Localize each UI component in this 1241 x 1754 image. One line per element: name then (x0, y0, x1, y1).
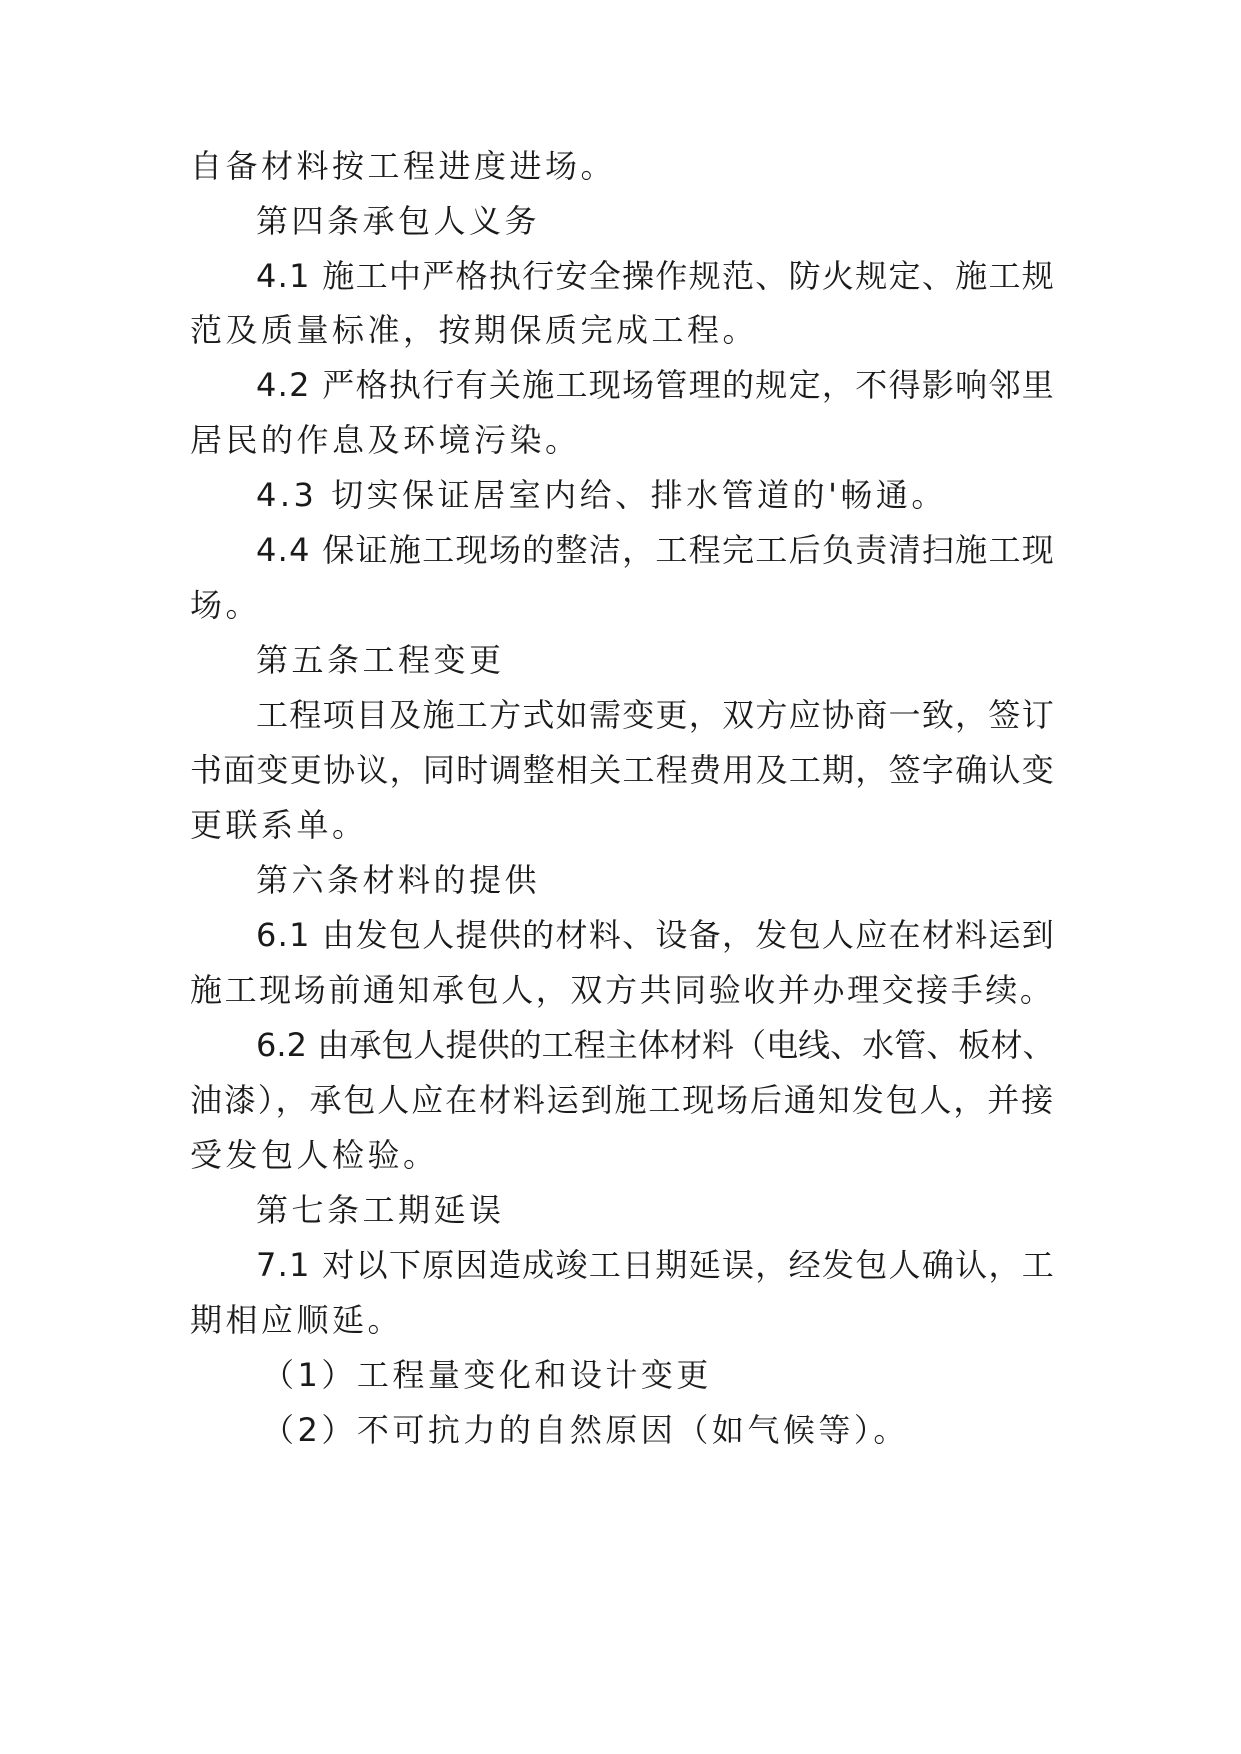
clause-text-line: 6.2 由承包人提供的工程主体材料（电线、水管、板材、 (256, 1026, 1055, 1064)
clause-text-line: 6.1 由发包人提供的材料、设备，发包人应在材料运到 (256, 916, 1056, 954)
list-item: （2）不可抗力的自然原因（如气候等）。 (262, 1411, 909, 1449)
clause-text-line: 4.2 严格执行有关施工现场管理的规定，不得影响邻里 (256, 366, 1056, 404)
body-text-line: 范及质量标准，按期保质完成工程。 (190, 311, 759, 349)
body-text-line: 场。 (190, 586, 262, 624)
clause-text-line: 7.1 对以下原因造成竣工日期延误，经发包人确认，工 (256, 1246, 1056, 1284)
body-text-line: 油漆），承包人应在材料运到施工现场后通知发包人，并接 (190, 1081, 1056, 1119)
body-text-line: 受发包人检验。 (190, 1136, 439, 1174)
section-heading: 第五条工程变更 (256, 641, 505, 679)
body-text-line: 居民的作息及环境污染。 (190, 421, 581, 459)
body-text-line: 更联系单。 (190, 806, 368, 844)
body-text-line: 书面变更协议，同时调整相关工程费用及工期，签字确认变 (190, 751, 1056, 789)
body-text-line: 自备材料按工程进度进场。 (190, 147, 617, 185)
section-heading: 第六条材料的提供 (256, 861, 541, 899)
clause-text-line: 4.1 施工中严格执行安全操作规范、防火规定、施工规 (256, 257, 1056, 295)
body-text-line: 施工现场前通知承包人，双方共同验收并办理交接手续。 (190, 971, 1055, 1009)
list-item: （1）工程量变化和设计变更 (262, 1356, 712, 1394)
body-text-line: 期相应顺延。 (190, 1301, 404, 1339)
clause-text-line: 4.4 保证施工现场的整洁，工程完工后负责清扫施工现 (256, 531, 1056, 569)
clause-text-line: 4.3 切实保证居室内给、排水管道的'畅通。 (256, 476, 947, 514)
section-heading: 第四条承包人义务 (256, 202, 541, 240)
body-text-line: 工程项目及施工方式如需变更，双方应协商一致，签订 (256, 696, 1056, 734)
section-heading: 第七条工期延误 (256, 1191, 505, 1229)
